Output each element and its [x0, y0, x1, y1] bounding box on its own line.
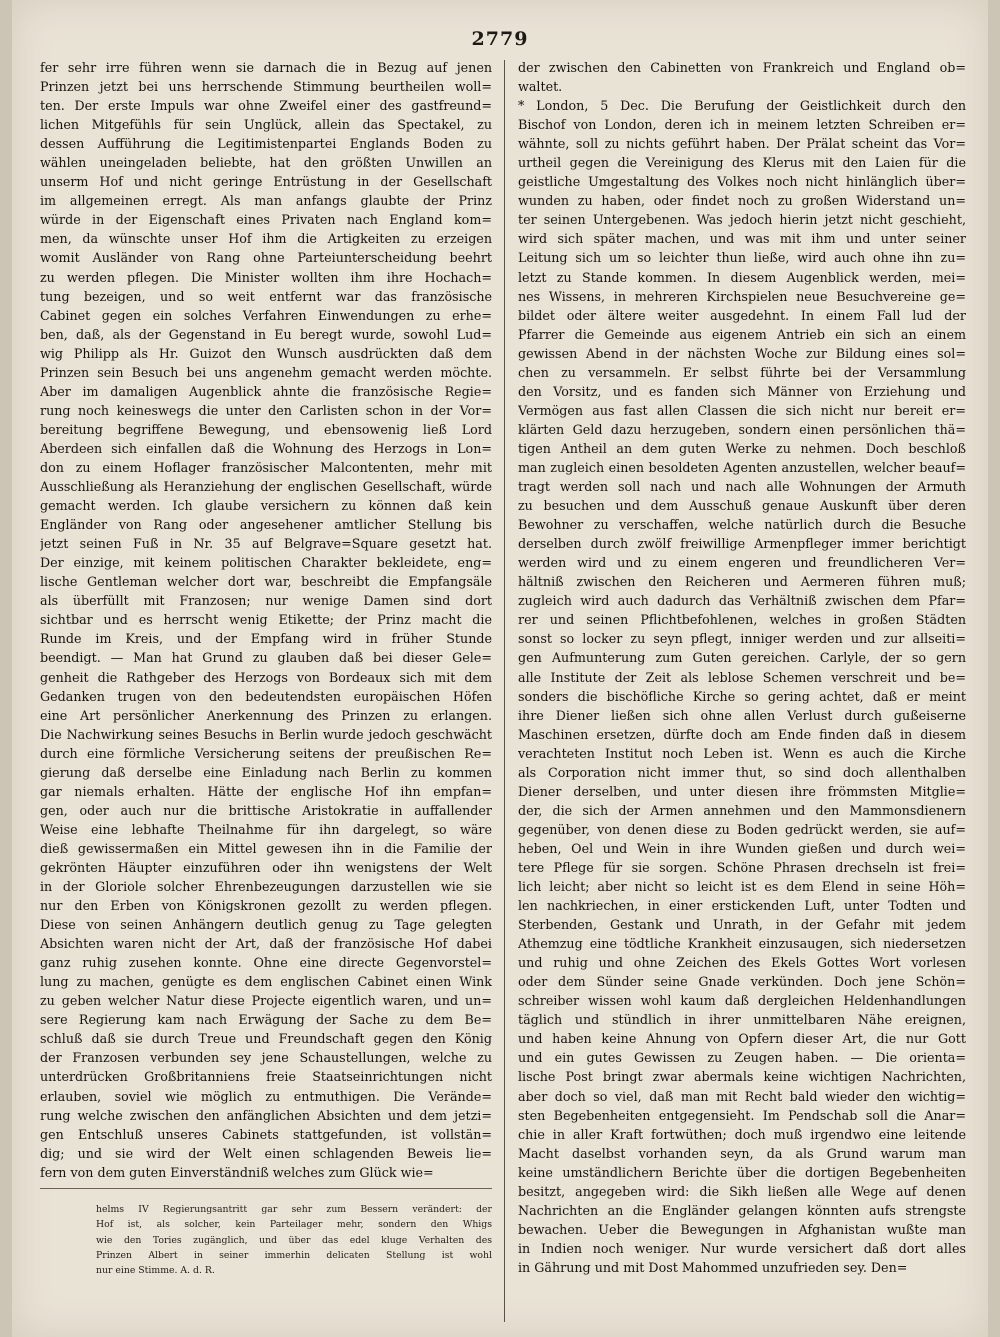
text-line: verachteten Institut noch Leben ist. Wenn es auch die Kirche — [518, 745, 966, 761]
text-line: gar niemals erhalten. Hätte der englische Hof ihn empfan= — [40, 783, 492, 799]
text-line: lich leicht; aber nicht so leicht ist es dem Elend in seine Höh= — [518, 879, 966, 895]
text-line: bildet oder ältere weiter ausgedehnt. In einem Fall lud der — [518, 307, 966, 323]
text-line: nur den Erben von Königskronen gezollt zu werden pflegen. — [40, 898, 492, 914]
text-line: tere Pflege für sie sorgen. Schöne Phrasen drechseln ist frei= — [518, 859, 966, 875]
text-line: und ruhig und ohne Zeichen des Ekels Gottes Wort vorlesen — [518, 955, 966, 971]
text-line: zu besuchen und dem Ausschuß genaue Auskunft über deren — [518, 498, 966, 514]
text-line: rung welche zwischen den anfänglichen Absichten und dem jetzi= — [40, 1107, 492, 1123]
text-line: beendigt. — Man hat Grund zu glauben daß bei dieser Gele= — [40, 650, 492, 666]
text-line: ten. Der erste Impuls war ohne Zweifel einer des gastfreund= — [40, 98, 492, 114]
text-line: wählen uneingeladen beliebte, hat den größten Unwillen an — [40, 155, 492, 171]
text-line: Maschinen ersetzen, dürfte doch am Ende finden daß in diesem — [518, 726, 966, 742]
text-line: don zu einem Hoflager französischer Malcontenten, mehr mit — [40, 459, 492, 475]
text-line: Hof ist, als solcher, kein Parteilager mehr, sondern den Whigs — [96, 1219, 492, 1231]
text-line: derselben durch zwölf freiwillige Armenpfleger immer berichtigt — [518, 536, 966, 552]
text-line: aber doch so viel, daß man mit Recht bald wieder den wichtig= — [518, 1088, 966, 1104]
text-line: sonders die bischöfliche Kirche so gering achtet, daß er meint — [518, 688, 966, 704]
footnote-divider — [40, 1188, 492, 1189]
text-line: Die Nachwirkung seines Besuchs in Berlin wurde jedoch geschwächt — [40, 726, 492, 742]
text-line: ben, daß, als der Gegenstand in Eu beregt wurde, sowohl Lud= — [40, 326, 492, 342]
text-line: als Corporation nicht immer thut, so sind doch allenthalben — [518, 764, 966, 780]
text-line: sonst so locker zu seyn pflegt, inniger werden und zur allseiti= — [518, 631, 966, 647]
text-line: urtheil gegen die Vereinigung des Klerus mit den Laien für die — [518, 155, 966, 171]
text-line: dig; und sie wird der Welt einen schlagenden Beweis lie= — [40, 1145, 492, 1161]
text-line: bewachen. Ueber die Bewegungen in Afghanistan wußte man — [518, 1221, 966, 1237]
text-line: * London, 5 Dec. Die Berufung der Geistlichkeit durch den — [518, 98, 966, 114]
text-line: tigen Antheil an dem guten Werke zu nehmen. Doch beschloß — [518, 440, 966, 456]
text-line: in der Gloriole solcher Ehrenbezeugungen darzustellen wie sie — [40, 879, 492, 895]
text-line: nur eine Stimme. A. d. R. — [96, 1265, 215, 1277]
text-line: ter seinen Untergebenen. Was jedoch hierin jetzt nicht geschieht, — [518, 212, 966, 228]
text-line: gemacht werden. Ich glaube versichern zu können daß kein — [40, 498, 492, 514]
text-line: Vermögen aus fast allen Classen die sich nicht nur bereit er= — [518, 402, 966, 418]
text-line: ganz ruhig zusehen konnte. Ohne eine directe Gegenvorstel= — [40, 955, 492, 971]
text-line: gen Aufmunterung zum Guten gereichen. Carlyle, der so gern — [518, 650, 966, 666]
text-line: durch eine förmliche Versicherung seitens der preußischen Re= — [40, 745, 492, 761]
right-column — [518, 58, 966, 1277]
text-line: zu geben welcher Natur diese Projecte eigentlich waren, und un= — [40, 993, 492, 1009]
footnote — [96, 1202, 492, 1278]
text-line: der Franzosen verbunden sey jene Schaustellungen, welche zu — [40, 1050, 492, 1066]
text-line: Aberdeen sich einfallen daß die Wohnung des Herzogs in Lon= — [40, 440, 492, 456]
page-number: 2779 — [471, 28, 529, 50]
text-line: schluß daß sie durch Treue und Freundschaft gegen den König — [40, 1031, 492, 1047]
text-line: jetzt seinen Fuß in Nr. 35 auf Belgrave=Square gesetzt hat. — [40, 536, 492, 552]
text-line: chie in aller Kraft fortwüthen; doch muß irgendwo eine leitende — [518, 1126, 966, 1142]
text-line: sten Begebenheiten entgegensieht. Im Pendschab soll die Anar= — [518, 1107, 966, 1123]
text-line: fer sehr irre führen wenn sie darnach die in Bezug auf jenen — [40, 60, 492, 75]
text-line: Weise eine lebhafte Theilnahme für ihn dargelegt, so wäre — [40, 821, 492, 837]
text-line: genheit die Rathgeber des Herzogs von Bordeaux sich mit dem — [40, 669, 492, 685]
text-line: zugleich wird auch dadurch das Verhältniß zwischen dem Pfar= — [518, 593, 966, 609]
text-line: gen, oder auch nur die brittische Aristokratie in auffallender — [40, 802, 492, 818]
text-line: lische Gentleman welcher dort war, beschreibt die Empfangsäle — [40, 574, 492, 590]
text-line: unterdrücken Großbritanniens freie Staatseinrichtungen nicht — [40, 1069, 492, 1085]
text-line: eine Art persönlicher Anerkennung des Prinzen zu erlangen. — [40, 707, 492, 723]
text-line: täglich und stündlich in ihrer unmittelbaren Nähe ereignen, — [518, 1012, 966, 1028]
text-line: Ausschließung als Heranziehung der englischen Gesellschaft, würde — [40, 479, 492, 495]
text-line: bereitung begriffene Bewegung, und ebensowenig ließ Lord — [40, 421, 492, 437]
text-line: in Gährung und mit Dost Mahommed unzufrieden sey. Den= — [518, 1259, 908, 1275]
text-line: Aber im damaligen Augenblick ahnte die französische Regie= — [40, 383, 492, 399]
text-line: Gedanken trugen von den bedeutendsten europäischen Höfen — [40, 688, 492, 704]
text-line: tragt werden soll nach und nach alle Wohnungen der Armuth — [518, 479, 966, 495]
text-line: helms IV Regierungsantritt gar sehr zum Bessern verändert: der — [96, 1204, 492, 1215]
text-line: Runde im Kreis, und der Empfang wird in früher Stunde — [40, 631, 492, 647]
text-line: chen zu versammeln. Er selbst führte bei der Versammlung — [518, 364, 966, 380]
text-line: heben, Oel und Wein in ihre Wunden gießen und durch wei= — [518, 840, 966, 856]
text-line: keine umständlichern Berichte über die dortigen Begebenheiten — [518, 1164, 966, 1180]
text-line: alle Institute der Zeit als leblose Schemen verschreit und be= — [518, 669, 966, 685]
text-line: gewissen Abend in der nächsten Woche zur Bildung eines sol= — [518, 345, 966, 361]
text-line: Athemzug eine tödtliche Krankheit einzusaugen, sich niedersetzen — [518, 936, 966, 952]
text-line: gekrönten Häupter einzuführen oder ihn wenigstens der Welt — [40, 859, 492, 875]
text-line: dessen Aufführung die Legitimistenpartei Englands Boden zu — [40, 136, 492, 152]
text-line: Prinzen sein Besuch bei uns angenehm gemacht werden möchte. — [40, 364, 492, 380]
text-line: Prinzen jetzt bei uns herrschende Stimmung beurtheilen woll= — [40, 79, 492, 95]
text-line: unserm Hof und nicht geringe Entrüstung in der Gesellschaft — [40, 174, 492, 190]
text-line: zu werden pflegen. Die Minister wollten ihm ihre Hochach= — [40, 269, 492, 285]
text-line: Pfarrer die Gemeinde aus eigenem Antrieb ein sich an einem — [518, 326, 966, 342]
text-line: Sterbenden, Gestank und Unrath, in der Gefahr mit jedem — [518, 917, 966, 933]
text-line: ihre Diener ließen sich ohne allen Verlust durch gußeiserne — [518, 707, 966, 723]
text-line: rer und seinen Pflichtbefohlenen, welches in großen Städten — [518, 612, 966, 628]
text-line: sere Regierung kam nach Erwägung der Sache zu dem Be= — [40, 1012, 492, 1028]
text-line: man zugleich einen besoldeten Agenten anzustellen, welcher beauf= — [518, 459, 966, 475]
text-line: waltet. — [518, 79, 563, 95]
text-line: lichen Mitgefühls für sein Unglück, allein das Spectakel, zu — [40, 117, 492, 133]
text-line: Absichten waren nicht der Art, daß der französische Hof dabei — [40, 936, 492, 952]
text-line: werden wird und zu einem engeren und freundlicheren Ver= — [518, 555, 966, 571]
text-line: Nachrichten an die Engländer gelangen könnten aufs strengste — [518, 1202, 966, 1218]
text-line: der zwischen den Cabinetten von Frankreich und England ob= — [518, 60, 966, 75]
text-line: gierung daß derselbe eine Einladung nach Berlin zu kommen — [40, 764, 492, 780]
text-line: tung bezeigen, und so weit entfernt war das französische — [40, 288, 492, 304]
text-line: fern von dem guten Einverständniß welches zum Glück wie= — [40, 1164, 434, 1180]
text-line: Bischof von London, deren ich in meinem letzten Schreiben er= — [518, 117, 966, 133]
text-line: hältniß zwischen den Reicheren und Aermeren führen muß; — [518, 574, 966, 590]
text-line: geistliche Umgestaltung des Volkes noch nicht hinlänglich über= — [518, 174, 966, 190]
text-line: wähnte, soll zu nichts geführt haben. Der Prälat scheint das Vor= — [518, 136, 966, 152]
text-line: im allgemeinen erregt. Als man anfangs glaubte der Prinz — [40, 193, 492, 209]
text-line: Macht daselbst vorhanden seyn, da als Grund warum man — [518, 1145, 966, 1161]
text-line: wird sich später machen, und was mit ihm und unter seiner — [518, 231, 966, 247]
text-line: nes Wissens, in mehreren Kirchspielen neue Besuchvereine ge= — [518, 288, 966, 304]
text-line: letzt zu Stande kommen. In diesem Augenblick werden, mei= — [518, 269, 966, 285]
text-line: schreiber wissen wohl kaum daß dergleichen Heldenhandlungen — [518, 993, 966, 1009]
text-line: Leitung sich um so leichter thun ließe, wird auch ohne ihn zu= — [518, 250, 966, 266]
text-line: wunden zu haben, oder findet noch zu großen Widerstand un= — [518, 193, 966, 209]
text-line: womit Ausländer von Rang ohne Parteiunterscheidung beehrt — [40, 250, 492, 266]
text-line: als überfüllt mit Franzosen; nur wenige Damen sind dort — [40, 593, 492, 609]
text-line: klärten Geld dazu herzugeben, sondern einen persönlichen thä= — [518, 421, 966, 437]
column-divider — [504, 60, 505, 1322]
text-line: dieß gewissermaßen ein Mittel gewesen ihn in die Familie der — [40, 840, 492, 856]
text-line: lung zu machen, genügte es dem englischen Cabinet einen Wink — [40, 974, 492, 990]
text-line: Cabinet gegen ein solches Verfahren Einwendungen zu erhe= — [40, 307, 492, 323]
text-line: lische Post bringt zwar abermals keine wichtigen Nachrichten, — [518, 1069, 966, 1085]
newspaper-page — [12, 0, 988, 1337]
text-line: Engländer von Rang oder angesehener amtlicher Stellung bis — [40, 517, 492, 533]
text-line: oder dem Sünder seine Gnade verkünden. Doch jene Schön= — [518, 974, 966, 990]
left-column — [40, 58, 492, 1182]
text-line: und ein gutes Gewissen zu Zeugen haben. — Die orienta= — [518, 1050, 966, 1066]
text-line: len nachkriechen, in einer erstickenden Luft, unter Todten und — [518, 898, 966, 914]
text-line: in Indien noch weniger. Nur wurde versichert daß dort alles — [518, 1240, 966, 1256]
text-line: wig Philipp als Hr. Guizot den Wunsch ausdrückten daß dem — [40, 345, 492, 361]
text-line: und haben keine Ahnung von Opfern dieser Art, die nur Gott — [518, 1031, 966, 1047]
text-line: gegenüber, von denen diese zu Boden gedrückt werden, sie auf= — [518, 821, 966, 837]
text-line: Diese von seinen Anhängern deutlich genug zu Tage gelegten — [40, 917, 492, 933]
text-line: men, da wünschte unser Hof ihm die Artigkeiten zu erzeigen — [40, 231, 492, 247]
text-line: Bewohner zu verschaffen, welche natürlich durch die Besuche — [518, 517, 966, 533]
text-line: gen Entschluß unseres Cabinets stattgefunden, ist vollstän= — [40, 1126, 492, 1142]
text-line: Prinzen Albert in seiner immerhin delicaten Stellung ist wohl — [96, 1249, 492, 1261]
text-line: Diener derselben, und unter diesen ihre frömmsten Mitglie= — [518, 783, 966, 799]
text-line: den Vorsitz, und es fanden sich Männer von Erziehung und — [518, 383, 966, 399]
text-line: Der einzige, mit keinem politischen Charakter bekleidete, eng= — [40, 555, 492, 571]
text-line: rung noch keineswegs die unter den Carlisten schon in der Vor= — [40, 402, 492, 418]
text-line: würde in der Eigenschaft eines Privaten nach England kom= — [40, 212, 492, 228]
text-line: besitzt, angegeben wird: die Sikh ließen alle Wege auf denen — [518, 1183, 966, 1199]
text-line: wie den Tories zugänglich, und über das edel kluge Verhalten des — [96, 1234, 492, 1246]
text-line: erlauben, soviel wie möglich zu entmuthigen. Die Verände= — [40, 1088, 492, 1104]
text-line: sichtbar und es herrscht wenig Etikette; der Prinz macht die — [40, 612, 492, 628]
text-line: der, die sich der Armen annehmen und den Mammonsdienern — [518, 802, 966, 818]
